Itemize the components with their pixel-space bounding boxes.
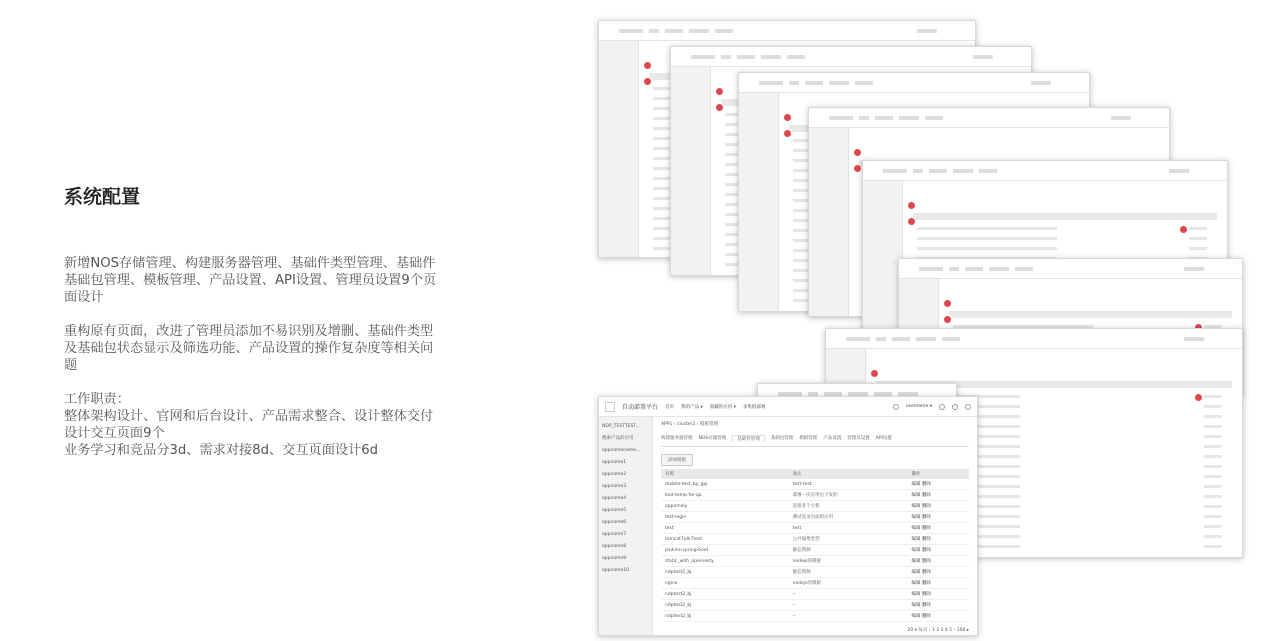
template-table [661,469,969,622]
header-placeholder [1184,337,1204,341]
sidebar-item[interactable]: appname9 [602,556,627,561]
paragraph-line: 及基础包状态显示及筛选功能、产品设置的操作复杂度等相关问 [64,341,434,356]
sidebar-placeholder [809,128,849,316]
pagination[interactable]: 20 ▾ 每页 ‹ 1 2 3 4 5 › 100 ▸ [907,628,969,633]
paragraph-line: 工作职责： [64,392,130,407]
mockup-header-bar [671,47,1031,67]
header-placeholder [899,116,919,120]
row-actions [907,567,969,578]
annotation-marker [907,217,916,226]
row-note: test [789,523,908,534]
action-placeholder [1204,525,1222,528]
annotation-marker [783,113,792,122]
row-note: 测试登录页面的应用 [789,512,908,523]
table-row [661,600,969,611]
header-placeholder [973,55,993,59]
action-placeholder [1204,405,1222,408]
annotation-marker [853,148,862,157]
table-row [661,479,969,490]
header-placeholder [925,116,943,120]
nav-item[interactable]: 收藏的应用 ▾ [709,404,736,410]
table-row [661,523,969,534]
sidebar-item[interactable]: appname10 [602,568,629,573]
tab[interactable]: NOS存储管理 [698,436,727,441]
header-placeholder [721,55,731,59]
sidebar-placeholder [671,67,711,275]
action-placeholder [1189,227,1207,230]
header-placeholder [965,267,983,271]
delete-link[interactable]: 删除 [921,515,931,520]
header-placeholder [979,169,997,173]
row-note: -- [789,589,908,600]
row-actions [907,611,969,622]
action-placeholder [1204,395,1222,398]
description-panel [64,182,464,476]
column-header: 备注 [789,469,908,479]
column-header: 操作 [907,469,969,479]
tab[interactable]: 产品设置 [823,436,842,441]
header-placeholder [1184,267,1204,271]
header-placeholder [916,337,936,341]
action-placeholder [1204,505,1222,508]
mockup-header-bar [739,73,1089,93]
sidebar-item[interactable]: 搜索产品的应用 [602,436,634,441]
delete-link[interactable]: 删除 [921,548,931,553]
sidebar-item[interactable]: appname5 [602,508,627,513]
action-placeholder [1204,445,1222,448]
header-placeholder [949,267,959,271]
header-placeholder [665,29,683,33]
delete-link[interactable]: 删除 [921,570,931,575]
section-title: 系统配置 [64,186,141,208]
annotation-marker [715,103,724,112]
sidebar [599,417,653,635]
delete-link[interactable]: 删除 [921,614,931,619]
row-actions [907,578,969,589]
header-placeholder [846,337,870,341]
header-placeholder [875,116,893,120]
row-name: static_with_openresty [661,556,789,567]
header-placeholder [1031,81,1051,85]
action-placeholder [1204,425,1222,428]
delete-link[interactable]: 删除 [921,603,931,608]
table-row [661,556,969,567]
row-placeholder [917,227,1057,230]
nav-item[interactable]: 首页 [665,404,675,410]
table-row [661,611,969,622]
header-placeholder [883,169,907,173]
mockup-header-bar [809,108,1169,128]
annotation-marker [943,299,952,308]
settings-icon[interactable] [939,404,945,410]
row-actions [907,512,969,523]
edit-link[interactable]: 编辑 [911,603,921,608]
row-actions [907,600,969,611]
help-icon[interactable] [965,404,971,410]
paragraph-line: 基础包管理、模板管理、产品设置、API设置、管理员设置9个页 [64,273,437,288]
edit-link[interactable]: 编辑 [911,493,921,498]
delete-link[interactable]: 删除 [921,559,931,564]
edit-link[interactable]: 编辑 [911,515,921,520]
tab[interactable]: 基础包管理 [770,436,794,441]
table-row [661,567,969,578]
edit-link[interactable]: 编辑 [911,614,921,619]
header-placeholder [761,55,781,59]
mockup-header-bar [599,21,975,41]
edit-link[interactable]: 编辑 [911,548,921,553]
row-actions [907,479,969,490]
mockup-header-bar [826,329,1242,349]
row-note: 部署一次应用后下发的 [789,490,908,501]
brand-name: 自动部署平台 [622,404,659,411]
header-placeholder [942,337,960,341]
annotation-marker [907,201,916,210]
row-note: nodejs的模板 [789,556,908,567]
header-placeholder [689,29,709,33]
edit-link[interactable]: 编辑 [911,581,921,586]
table-header-placeholder [949,311,1232,318]
table-row [661,589,969,600]
main-content [653,417,977,635]
header-placeholder [829,116,853,120]
header-placeholder [917,29,937,33]
row-note: 公共镜像类型 [789,534,908,545]
row-name: test-login [661,512,789,523]
row-name: nginx [661,578,789,589]
mockup-header [599,397,977,417]
header-placeholder [1169,169,1189,173]
row-note: 静态资源 [789,567,908,578]
annotation-marker [643,77,652,86]
action-placeholder [1204,495,1222,498]
row-placeholder [917,237,1057,240]
header-placeholder [929,169,947,173]
action-placeholder [1204,455,1222,458]
header-placeholder [787,55,805,59]
table-row [661,534,969,545]
mockup-header-bar [863,161,1227,181]
delete-link[interactable]: 删除 [921,493,931,498]
action-placeholder [1204,515,1222,518]
header-placeholder [855,81,873,85]
row-actions [907,589,969,600]
row-name: tomcat7jdk7test [661,534,789,545]
annotation-marker [1179,225,1188,234]
row-name: jenkins-spring-boot [661,545,789,556]
paragraph-line: 题 [64,358,78,373]
row-placeholder [917,247,1057,250]
header-placeholder [913,169,923,173]
paragraph-line: 设计交互页面9个 [64,426,165,441]
sidebar-item[interactable]: NDP_TESTTEST... [602,424,640,429]
header-placeholder [649,29,659,33]
header-placeholder [619,29,643,33]
annotation-marker [853,164,862,173]
row-actions [907,545,969,556]
tab[interactable]: 构建服务器管理 [661,436,693,441]
table-row [661,512,969,523]
sidebar-placeholder [739,93,779,311]
paragraph-line: 面设计 [64,290,104,305]
header-placeholder [829,81,849,85]
description-paragraph [64,255,464,306]
sidebar-item[interactable]: appname8 [602,544,627,549]
table-row [661,501,969,512]
action-placeholder [1204,415,1222,418]
edit-link[interactable]: 编辑 [911,592,921,597]
delete-link[interactable]: 删除 [921,592,931,597]
paragraph-line: 新增NOS存储管理、构建服务器管理、基础件类型管理、基础件 [64,256,436,271]
action-placeholder [1189,247,1207,250]
action-placeholder [1204,465,1222,468]
nav-item[interactable]: 我的产品 ▾ [681,404,703,410]
edit-link[interactable]: 编辑 [911,526,921,531]
bell-icon[interactable] [952,404,958,410]
header-placeholder [876,337,886,341]
logo-icon [605,402,615,412]
mockup-body [599,417,977,635]
column-header: 名称 [661,469,789,479]
delete-link[interactable]: 删除 [921,504,931,509]
table-header-placeholder [913,213,1217,220]
row-note: 静态资源 [789,545,908,556]
sidebar-item[interactable]: appname4 [602,496,627,501]
sidebar-item[interactable]: appnamename... [602,448,641,453]
annotation-marker [783,129,792,138]
delete-link[interactable]: 删除 [921,581,931,586]
row-actions [907,490,969,501]
tab-bar [661,431,969,447]
row-note: nodejs的模板 [789,578,908,589]
row-name: test [661,523,789,534]
row-note: 连接多个主机 [789,501,908,512]
sidebar-item[interactable]: appname2 [602,472,627,477]
sidebar-item[interactable]: appname1 [602,460,627,465]
row-note: -- [789,600,908,611]
edit-link[interactable]: 编辑 [911,570,921,575]
row-name: ndptest2_bj [661,589,789,600]
table-row [661,545,969,556]
delete-link[interactable]: 删除 [921,482,931,487]
row-actions [907,534,969,545]
row-name: bad-temp-for-qa [661,490,789,501]
edit-link[interactable]: 编辑 [911,537,921,542]
table-row [661,490,969,501]
header-placeholder [737,55,755,59]
row-name: ndptest2_bj [661,567,789,578]
edit-link[interactable]: 编辑 [911,504,921,509]
header-placeholder [919,267,943,271]
header-placeholder [859,116,869,120]
header-placeholder [715,29,733,33]
tab[interactable]: 基础件管理 [732,435,765,442]
row-actions [907,556,969,567]
sidebar-item[interactable]: appname6 [602,520,627,525]
annotation-marker [715,87,724,96]
add-template-button[interactable]: 添加模板 [661,454,693,466]
header-placeholder [953,169,973,173]
username-menu[interactable]: username ▾ [905,404,932,409]
header-placeholder [1111,116,1131,120]
row-note: -- [789,611,908,622]
annotation-marker [1194,393,1203,402]
edit-link[interactable]: 编辑 [911,482,921,487]
annotation-marker [870,369,879,378]
row-name: mobile-test_by_gpj [661,479,789,490]
header-placeholder [759,81,783,85]
row-name: oppomoly [661,501,789,512]
header-placeholder [1015,267,1033,271]
mockup-window [598,396,978,636]
header-placeholder [989,267,1009,271]
sidebar-placeholder [599,41,639,257]
action-placeholder [1204,485,1222,488]
description-paragraph [64,391,464,459]
tab[interactable]: 模板管理 [799,436,818,441]
sidebar-item[interactable]: appname3 [602,484,627,489]
tab[interactable]: 管理员设置 [847,436,870,441]
nav-item[interactable]: 多集群部署 [742,404,766,410]
action-placeholder [1189,237,1207,240]
paragraph-line: 重构原有页面，改进了管理员添加不易识别及增删、基础件类型 [64,324,434,339]
delete-link[interactable]: 删除 [921,537,931,542]
header-placeholder [789,81,799,85]
paragraph-line: 整体架构设计、官网和后台设计、产品需求整合、设计整体交付 [64,409,434,424]
search-icon[interactable] [893,404,899,410]
description-paragraph [64,323,464,374]
header-placeholder [892,337,910,341]
paragraph-line: 业务学习和竞品分3d、需求对接8d、交互页面设计6d [64,443,379,458]
tab[interactable]: API设置 [875,436,892,441]
row-note: test-test [789,479,908,490]
delete-link[interactable]: 删除 [921,526,931,531]
row-name: ndptest2_bj [661,611,789,622]
breadcrumb: APP1 › cluster2 › 模板管理 [661,422,718,427]
action-placeholder [1204,545,1222,548]
edit-link[interactable]: 编辑 [911,559,921,564]
row-name: ndptest2_bj [661,600,789,611]
action-placeholder [1204,475,1222,478]
table-header-row [661,469,969,479]
header-placeholder [805,81,823,85]
header-placeholder [691,55,715,59]
mockup-header-bar [899,259,1242,279]
row-actions [907,501,969,512]
sidebar-item[interactable]: appname7 [602,532,627,537]
annotation-marker [643,61,652,70]
annotation-marker [943,315,952,324]
action-placeholder [1204,535,1222,538]
row-actions [907,523,969,534]
table-row [661,578,969,589]
action-placeholder [1204,435,1222,438]
